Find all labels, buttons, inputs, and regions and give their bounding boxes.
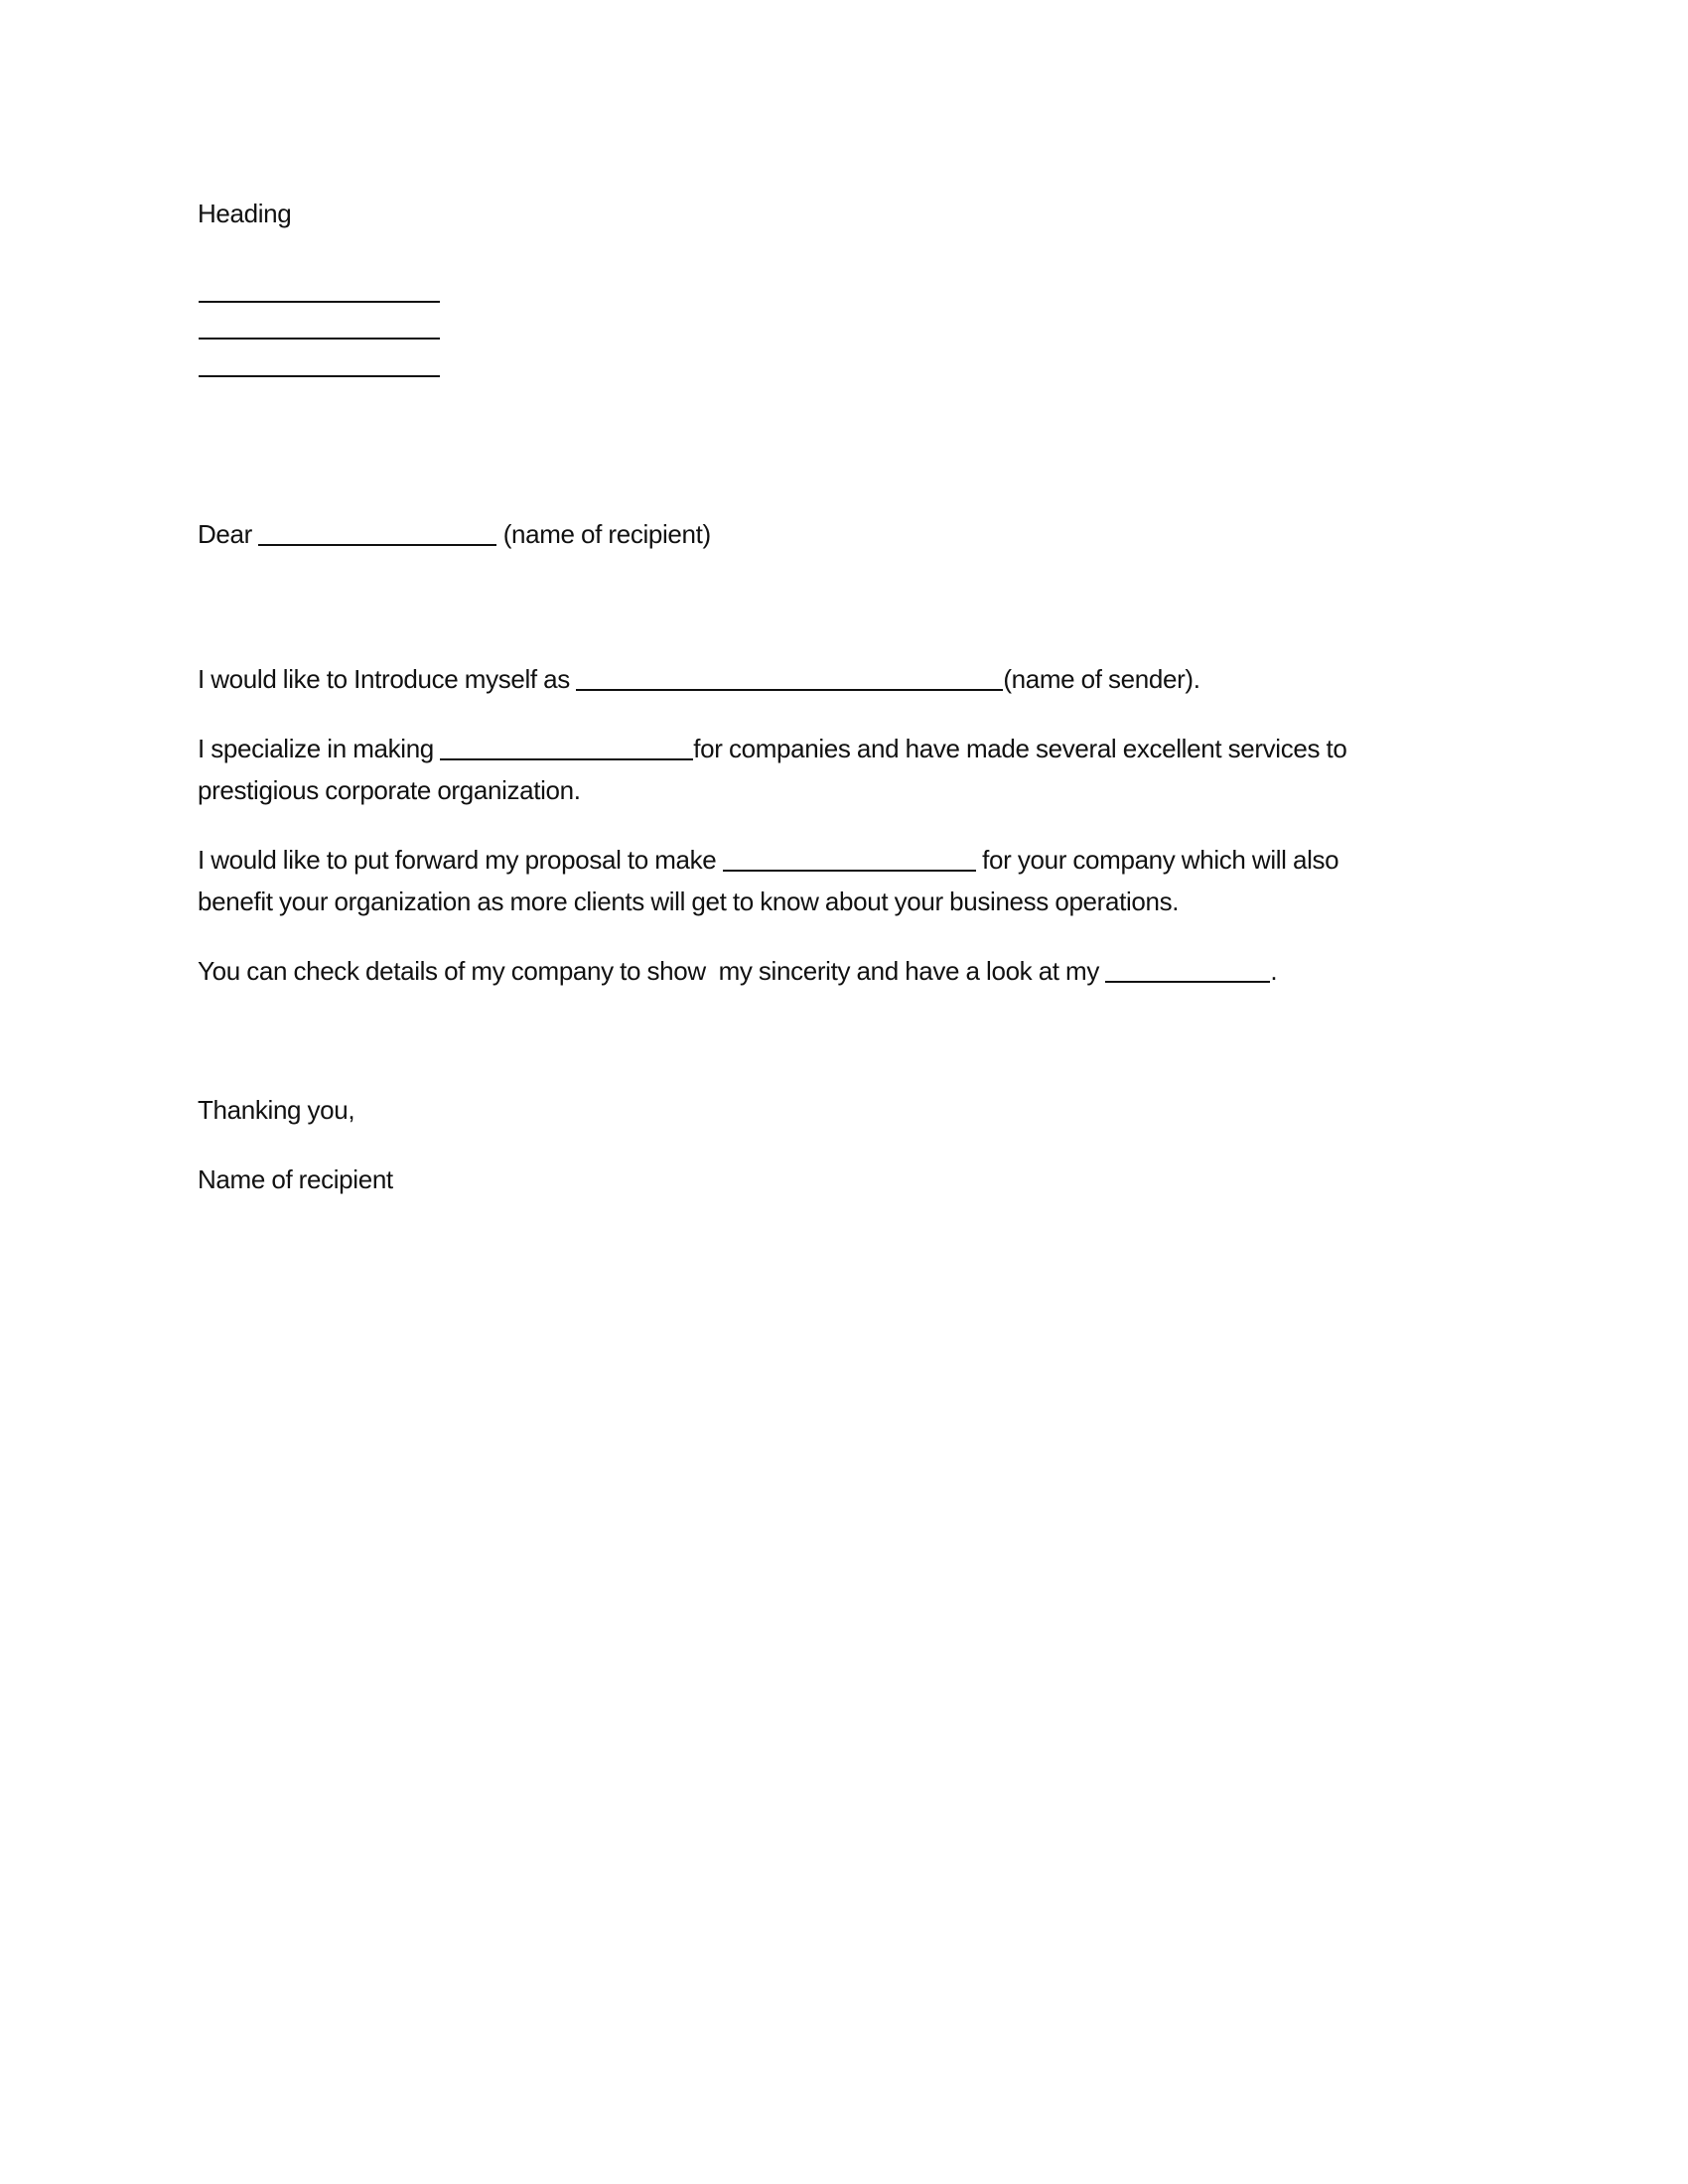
recipient-name-blank[interactable] <box>258 522 496 546</box>
paragraph-specialize-line-2: prestigious corporate organization. <box>198 775 581 805</box>
paragraph-2-text-before: I specialize in making <box>198 734 434 763</box>
letter-heading: Heading <box>198 199 292 228</box>
salutation-blank-label: (name of recipient) <box>502 519 711 549</box>
signature-line: Name of recipient <box>198 1164 393 1194</box>
address-line-3[interactable] <box>199 375 440 377</box>
paragraph-proposal-line-1 <box>198 845 1338 875</box>
paragraph-introduce <box>198 664 1200 694</box>
salutation-prefix: Dear <box>198 519 252 549</box>
closing-line: Thanking you, <box>198 1095 355 1125</box>
portfolio-blank[interactable] <box>1105 959 1270 983</box>
paragraph-proposal-line-2: benefit your organization as more clients will get to know about your business operations. <box>198 887 1180 916</box>
proposal-item-blank[interactable] <box>723 848 976 872</box>
paragraph-details <box>198 956 1277 986</box>
address-line-1[interactable] <box>199 301 440 303</box>
paragraph-1-text-after: (name of sender). <box>1003 664 1200 694</box>
specialty-blank[interactable] <box>440 737 693 760</box>
paragraph-2-text-after: for companies and have made several excellent services to <box>693 734 1347 763</box>
paragraph-4-text-after: . <box>1270 956 1278 986</box>
paragraph-3-text-before: I would like to put forward my proposal to make <box>198 845 717 875</box>
paragraph-specialize-line-1 <box>198 734 1346 763</box>
paragraph-1-text-before: I would like to Introduce myself as <box>198 664 570 694</box>
paragraph-3-text-after: for your company which will also <box>982 845 1339 875</box>
sender-name-blank[interactable] <box>576 667 1003 691</box>
address-line-2[interactable] <box>199 338 440 340</box>
salutation-line <box>198 519 711 549</box>
paragraph-4-text-before: You can check details of my company to show my sincerity and have a look at my <box>198 956 1100 986</box>
